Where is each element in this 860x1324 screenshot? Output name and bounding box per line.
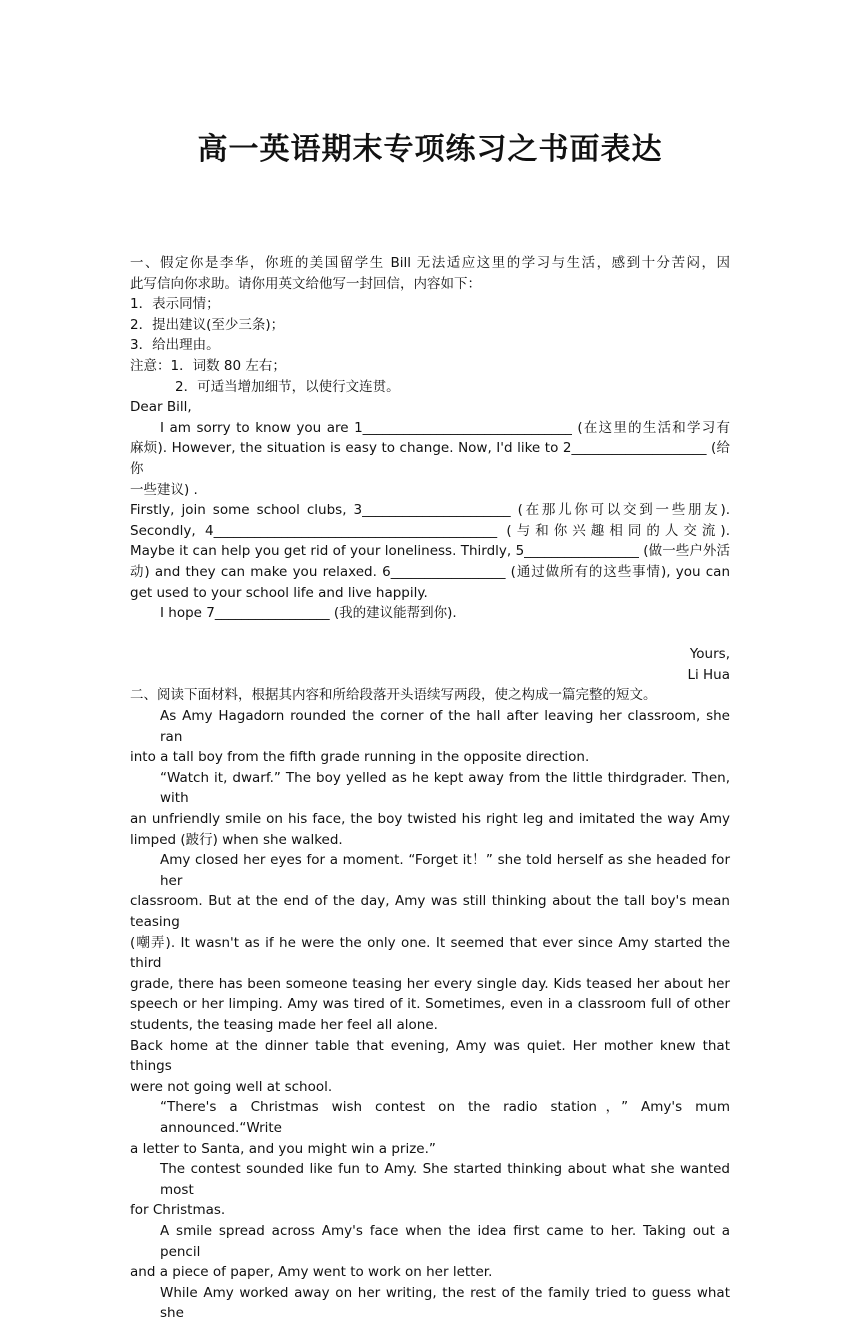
story-text xyxy=(130,706,730,1324)
page-title: 高一英语期末专项练习之书面表达 xyxy=(197,132,663,167)
letter-line: Secondly, 4__________________________________________ (与和你兴趣相同的人交流). xyxy=(130,522,730,539)
requirement-item: 1．表示同情； xyxy=(130,296,220,313)
story-line: classroom. But at the end of the day, Amy was still thinking about the tall boy's mean teasing xyxy=(130,893,730,930)
part2-intro: 二、阅读下面材料，根据其内容和所给段落开头语续写两段，使之构成一篇完整的短文。 xyxy=(130,687,657,704)
requirement-item: 3．给出理由。 xyxy=(130,337,220,354)
spacer xyxy=(130,624,730,645)
story-line: A smile spread across Amy's face when the idea first came to her. Taking out a pencil xyxy=(160,1222,730,1260)
story-line: While Amy worked away on her writing, the rest of the family tried to guess what she xyxy=(160,1284,730,1322)
letter-line: get used to your school life and live happily. xyxy=(130,584,428,601)
note-line: 注意：1．词数 80 左右； xyxy=(130,357,286,374)
story-line: speech or her limping. Amy was tired of it. Sometimes, even in a classroom full of other xyxy=(130,996,730,1013)
story-line: (嘲弄). It wasn't as if he were the only one. It seemed that ever since Amy started the third xyxy=(130,934,730,972)
story-line: As Amy Hagadorn rounded the corner of the hall after leaving her classroom, she ran xyxy=(160,708,730,745)
letter-greeting: Dear Bill, xyxy=(130,399,192,416)
letter-line: Firstly, join some school clubs, 3______________________ (在那儿你可以交到一些朋友). xyxy=(130,502,730,519)
letter-line: 动) and they can make you relaxed. 6_________________ (通过做所有的这些事情), you can xyxy=(130,563,730,580)
part1-intro-line: 此写信向你求助。请你用英文给他写一封回信，内容如下： xyxy=(130,275,481,292)
story-line: Back home at the dinner table that evening, Amy was quiet. Her mother knew that things xyxy=(130,1037,730,1075)
story-line: limped (跛行) when she walked. xyxy=(130,831,343,848)
document-body xyxy=(130,253,730,1324)
letter-line: I am sorry to know you are 1_______________________________ (在这里的生活和学习有 xyxy=(160,419,730,436)
story-line: Amy closed her eyes for a moment. “Forget it！” she told herself as she headed for her xyxy=(160,852,730,889)
story-line: and a piece of paper, Amy went to work on her letter. xyxy=(130,1264,493,1281)
story-line: grade, there has been someone teasing her every single day. Kids teased her about her xyxy=(130,975,730,992)
story-line: for Christmas. xyxy=(130,1202,226,1219)
story-line: an unfriendly smile on his face, the boy twisted his right leg and imitated the way Amy xyxy=(130,811,730,828)
story-line: “There's a Christmas wish contest on the radio station，” Amy's mum announced.“Write xyxy=(160,1099,730,1136)
story-line: a letter to Santa, and you might win a prize.” xyxy=(130,1140,436,1157)
story-line: were not going well at school. xyxy=(130,1078,333,1095)
letter-line: 麻烦). However, the situation is easy to change. Now, I'd like to 2____________________ (给你 xyxy=(130,440,730,477)
story-line: “Watch it, dwarf.” The boy yelled as he kept away from the little thirdgrader. Then, with xyxy=(160,769,730,807)
story-line: The contest sounded like fun to Amy. She started thinking about what she wanted most xyxy=(160,1161,730,1198)
letter-closing-line: I hope 7_________________ (我的建议能帮到你). xyxy=(160,605,457,622)
signature-yours: Yours, xyxy=(689,646,730,663)
story-line: students, the teasing made her feel all alone. xyxy=(130,1016,438,1033)
requirement-item: 2．提出建议(至少三条)； xyxy=(130,316,285,333)
signature-name: Li Hua xyxy=(687,666,730,683)
note-line: 2．可适当增加细节，以使行文连贯。 xyxy=(175,378,400,395)
letter-line: Maybe it can help you get rid of your loneliness. Thirdly, 5_________________ (做一些户外活 xyxy=(130,543,730,560)
letter-line: 一些建议) . xyxy=(130,481,198,498)
story-line: into a tall boy from the fifth grade running in the opposite direction. xyxy=(130,749,590,766)
part1-intro-line: 一、假定你是李华，你班的美国留学生 Bill 无法适应这里的学习与生活，感到十分苦闷，因 xyxy=(130,255,730,271)
